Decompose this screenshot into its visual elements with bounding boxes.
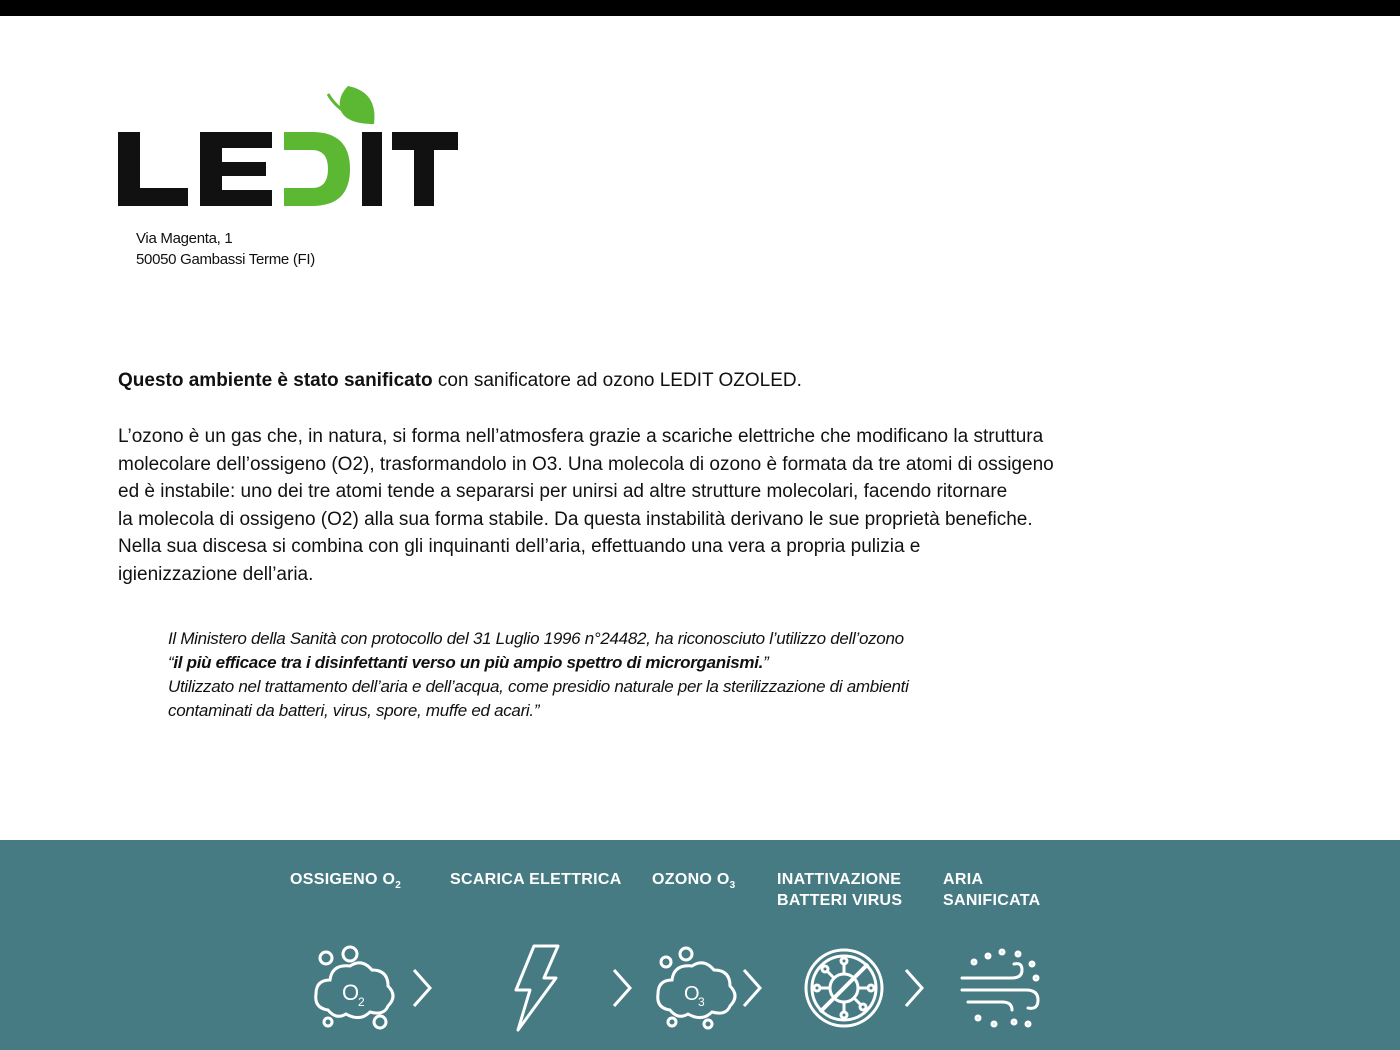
paragraph-line: molecolare dell’ossigeno (O2), trasformandolo in O3. Una molecola di ozono è formata da tre atomi di ossigeno: [118, 453, 1054, 475]
quote-close-mark: ”: [763, 653, 769, 672]
quote-line: Utilizzato nel trattamento dell’aria e dell’acqua, come presidio naturale per la sterilizzazione di ambienti: [168, 677, 909, 696]
step-label-text: INATTIVAZIONE: [777, 871, 902, 888]
quote-line-bold: [168, 651, 1068, 675]
paragraph-line: la molecola di ossigeno (O2) alla sua forma stabile. Da questa instabilità derivano le sue proprietà benefiche.: [118, 508, 1033, 530]
step-label-text: ARIA: [943, 871, 984, 888]
step-label-sub: 3: [729, 880, 736, 892]
svg-text:O: O: [684, 983, 700, 1005]
intro-bold: Questo ambiente è stato sanificato: [118, 370, 433, 391]
ledit-logo: [116, 84, 460, 210]
paragraph-line: ed è instabile: uno dei tre atomi tende a separarsi per unirsi ad altre strutture molecolari, facendo ritornare: [118, 481, 1008, 503]
step-label-text: OZONO O: [652, 871, 730, 888]
no-virus-icon: [800, 944, 888, 1032]
paragraph-line: L’ozono è un gas che, in natura, si forma nell’atmosfera grazie a scariche elettriche che modificano la struttura: [118, 426, 1044, 447]
process-band: [0, 840, 1400, 1050]
clean-air-icon: [958, 948, 1044, 1032]
lightning-icon: [512, 944, 562, 1032]
step-label-text: OSSIGENO O: [290, 871, 396, 888]
step-label-text: SANIFICATA: [943, 892, 1041, 909]
step-label-text: BATTERI VIRUS: [777, 892, 903, 909]
svg-text:2: 2: [358, 995, 365, 1009]
quote-line: Il Ministero della Sanità con protocollo del 31 Luglio 1996 n°24482, ha riconosciuto l’utilizzo dell’ozono: [168, 629, 904, 648]
chevron-right-icon: [610, 966, 634, 1010]
address-block: [136, 228, 315, 270]
chevron-right-icon: [410, 966, 434, 1010]
address-street: Via Magenta, 1: [136, 230, 233, 247]
oxygen-cloud-icon: [308, 944, 398, 1030]
step-label-discharge: [450, 869, 622, 890]
step-label-oxygen: [290, 869, 401, 896]
step-label-ozone: [652, 869, 736, 896]
svg-text:3: 3: [698, 995, 705, 1009]
ministry-quote: [168, 627, 1068, 723]
svg-text:O: O: [342, 980, 360, 1005]
quote-bold-text: il più efficace tra i disinfettanti verso un più ampio spettro di microrganismi.: [173, 653, 764, 672]
quote-line: contaminati da batteri, virus, spore, muffe ed acari.”: [168, 701, 540, 720]
step-label-clean-air: [943, 869, 1041, 911]
chevron-right-icon: [740, 966, 764, 1010]
paragraph-line: igienizzazione dell’aria.: [118, 563, 314, 585]
ozone-description: [118, 423, 1268, 589]
address-city: 50050 Gambassi Terme (FI): [136, 251, 315, 268]
intro-line: [118, 368, 1218, 394]
top-bar: [0, 0, 1400, 16]
step-label-text: SCARICA ELETTRICA: [450, 871, 622, 888]
step-label-inactivation: [777, 869, 902, 911]
paragraph-line: Nella sua discesa si combina con gli inquinanti dell’aria, effettuando una vera a propria pulizia e: [118, 536, 921, 558]
ozone-cloud-icon: [650, 944, 740, 1030]
chevron-right-icon: [902, 966, 926, 1010]
intro-rest: con sanificatore ad ozono LEDIT OZOLED.: [432, 370, 802, 391]
step-label-sub: 2: [395, 880, 402, 892]
quote-open-mark: “: [168, 653, 174, 672]
